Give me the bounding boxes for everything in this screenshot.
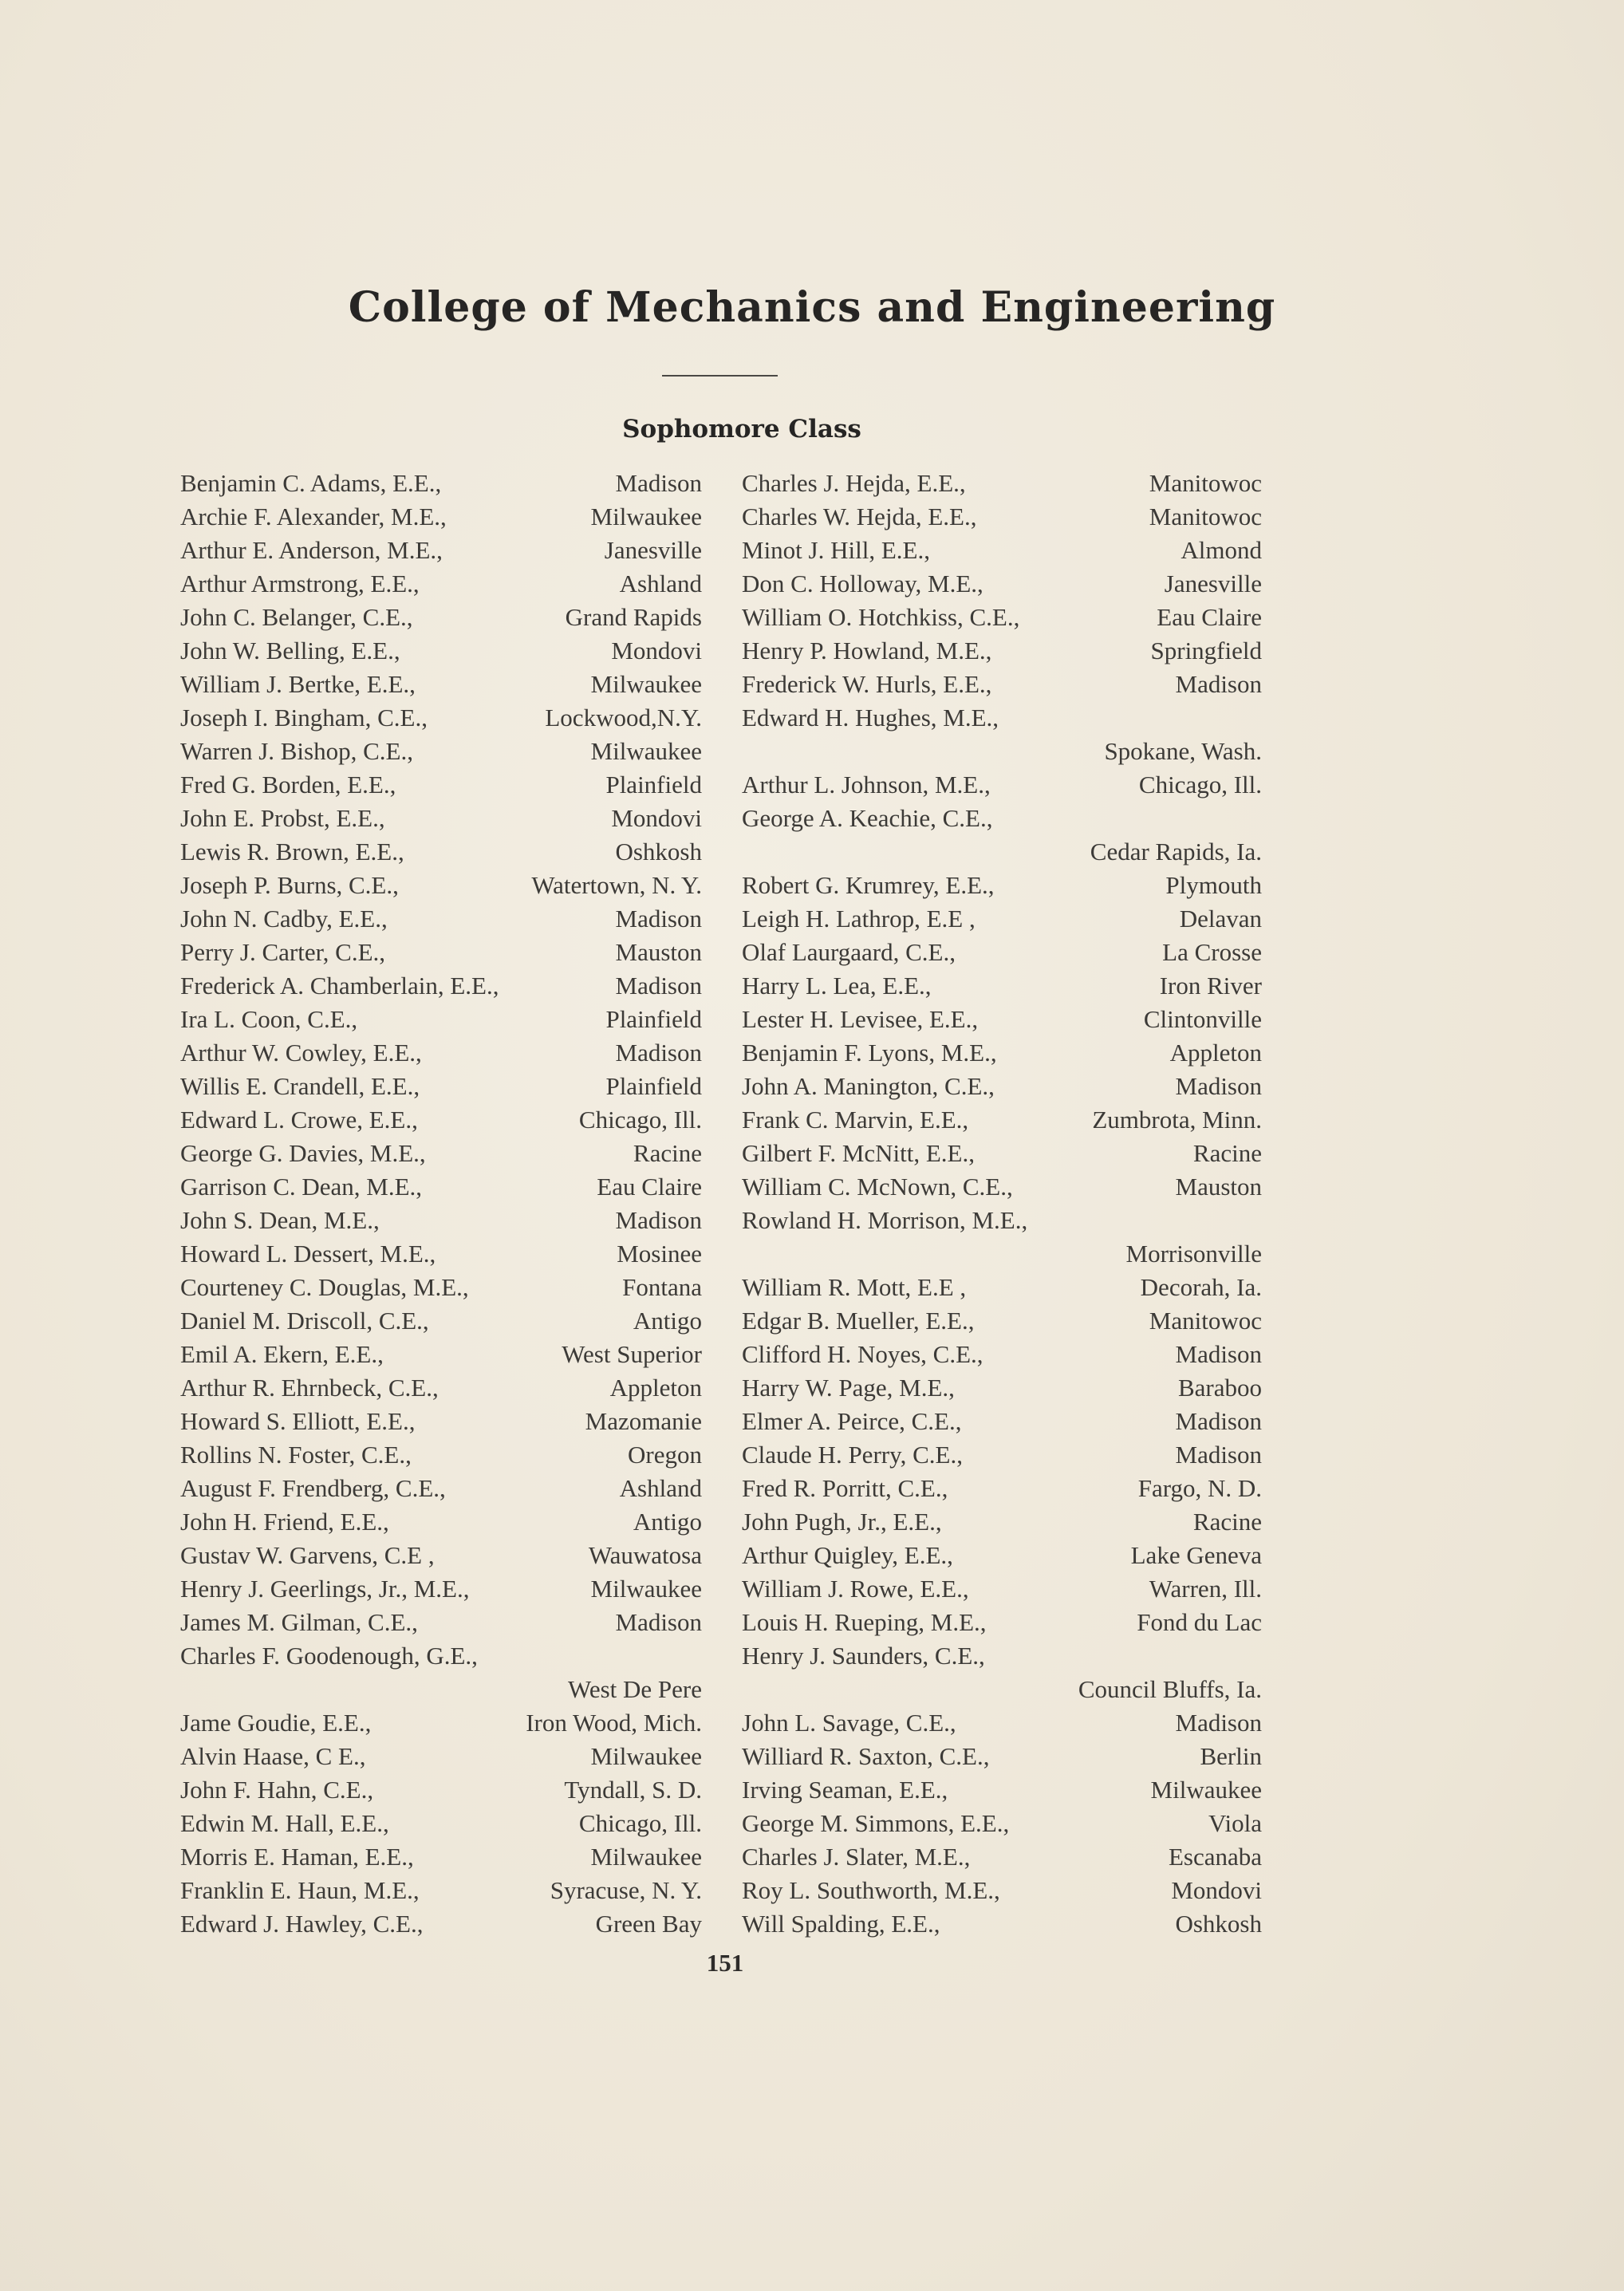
hometown: Council Bluffs, Ia. xyxy=(1078,1675,1262,1703)
list-item xyxy=(180,1103,702,1137)
hometown: Almond xyxy=(1181,536,1262,564)
hometown: Mauston xyxy=(1175,1173,1262,1201)
student-name: Edward J. Hawley, C.E., xyxy=(180,1910,424,1938)
list-item xyxy=(180,701,702,735)
student-name: Williard R. Saxton, C.E., xyxy=(742,1742,990,1770)
hometown: Delavan xyxy=(1179,905,1262,933)
hometown: Milwaukee xyxy=(590,1843,702,1871)
hometown: Wauwatosa xyxy=(588,1541,702,1569)
student-name: John A. Manington, C.E., xyxy=(742,1072,995,1100)
hometown: West De Pere xyxy=(568,1675,702,1703)
list-item xyxy=(180,802,702,835)
list-item xyxy=(180,1137,702,1170)
list-item xyxy=(180,1304,702,1338)
list-item xyxy=(742,1572,1262,1606)
list-item xyxy=(180,1740,702,1773)
hometown: Eau Claire xyxy=(597,1173,702,1201)
student-name: Perry J. Carter, C.E., xyxy=(180,938,386,966)
student-name: Arthur W. Cowley, E.E., xyxy=(180,1039,422,1067)
hometown: West Superior xyxy=(562,1340,702,1368)
list-item xyxy=(742,1639,1262,1673)
student-name: Will Spalding, E.E., xyxy=(742,1910,940,1938)
hometown: Viola xyxy=(1208,1809,1262,1837)
hometown: Racine xyxy=(1192,1139,1262,1167)
hometown: Ashland xyxy=(619,570,702,597)
list-item xyxy=(180,567,702,601)
student-name: Henry J. Saunders, C.E., xyxy=(742,1642,985,1670)
list-item xyxy=(742,1907,1262,1941)
student-name: George M. Simmons, E.E., xyxy=(742,1809,1010,1837)
list-item xyxy=(180,1907,702,1941)
list-item xyxy=(742,1874,1262,1907)
student-name: Benjamin F. Lyons, M.E., xyxy=(742,1039,997,1067)
hometown: Ashland xyxy=(619,1474,702,1502)
hometown: Berlin xyxy=(1200,1742,1262,1770)
hometown: Madison xyxy=(1175,1340,1262,1368)
student-name: Arthur Armstrong, E.E., xyxy=(180,570,420,597)
student-name: James M. Gilman, C.E., xyxy=(180,1608,418,1636)
hometown: Appleton xyxy=(609,1374,702,1402)
hometown: Manitowoc xyxy=(1149,1307,1262,1335)
student-name: Roy L. Southworth, M.E., xyxy=(742,1876,1000,1904)
hometown: Lake Geneva xyxy=(1130,1541,1262,1569)
list-item xyxy=(180,1706,702,1740)
student-name: William O. Hotchkiss, C.E., xyxy=(742,603,1020,631)
student-name: Rollins N. Foster, C.E., xyxy=(180,1441,412,1469)
student-name: Gustav W. Garvens, C.E , xyxy=(180,1541,435,1569)
hometown: Madison xyxy=(615,1608,702,1636)
student-name: Fred R. Porritt, C.E., xyxy=(742,1474,948,1502)
student-name: John F. Hahn, C.E., xyxy=(180,1776,374,1804)
list-item xyxy=(180,1237,702,1271)
hometown: Chicago, Ill. xyxy=(578,1106,702,1134)
hometown: Plainfield xyxy=(605,771,702,798)
list-item xyxy=(180,835,702,869)
hometown: Milwaukee xyxy=(590,1742,702,1770)
student-name: Courteney C. Douglas, M.E., xyxy=(180,1273,469,1301)
student-name: John Pugh, Jr., E.E., xyxy=(742,1508,942,1536)
left-column-list xyxy=(180,467,702,1941)
hometown: Milwaukee xyxy=(1150,1776,1262,1804)
student-name: Edgar B. Mueller, E.E., xyxy=(742,1307,975,1335)
student-name: John W. Belling, E.E., xyxy=(180,637,400,664)
student-name: George G. Davies, M.E., xyxy=(180,1139,426,1167)
list-item xyxy=(180,668,702,701)
student-name: John N. Cadby, E.E., xyxy=(180,905,388,933)
student-name: Benjamin C. Adams, E.E., xyxy=(180,469,442,497)
hometown: Fond du Lac xyxy=(1137,1608,1262,1636)
list-item xyxy=(180,601,702,634)
student-name: Edward L. Crowe, E.E., xyxy=(180,1106,418,1134)
student-name: Arthur Quigley, E.E., xyxy=(742,1541,953,1569)
list-item xyxy=(742,1338,1262,1371)
hometown: Baraboo xyxy=(1177,1374,1262,1402)
student-name: Leigh H. Lathrop, E.E , xyxy=(742,905,976,933)
student-name: Joseph P. Burns, C.E., xyxy=(180,871,399,899)
student-name: Olaf Laurgaard, C.E., xyxy=(742,938,956,966)
hometown: Spokane, Wash. xyxy=(1104,737,1262,765)
hometown: Madison xyxy=(615,1039,702,1067)
list-item xyxy=(180,1204,702,1237)
list-item xyxy=(742,1170,1262,1204)
title-divider xyxy=(662,375,778,377)
student-name: Morris E. Haman, E.E., xyxy=(180,1843,414,1871)
hometown: Madison xyxy=(1175,1072,1262,1100)
list-item xyxy=(742,1740,1262,1773)
list-item xyxy=(180,1070,702,1103)
student-name: William J. Bertke, E.E., xyxy=(180,670,416,698)
student-name: Howard L. Dessert, M.E., xyxy=(180,1240,436,1268)
hometown: Springfield xyxy=(1150,637,1262,664)
hometown: Oshkosh xyxy=(615,838,702,866)
list-item xyxy=(742,500,1262,534)
hometown: Morrisonville xyxy=(1125,1240,1262,1268)
student-name: George A. Keachie, C.E., xyxy=(742,804,993,832)
student-name: August F. Frendberg, C.E., xyxy=(180,1474,446,1502)
hometown: Green Bay xyxy=(595,1910,702,1938)
student-name: Frederick W. Hurls, E.E., xyxy=(742,670,992,698)
student-name: Gilbert F. McNitt, E.E., xyxy=(742,1139,975,1167)
hometown: Milwaukee xyxy=(590,737,702,765)
list-item xyxy=(180,1773,702,1807)
list-item xyxy=(742,1840,1262,1874)
hometown: Racine xyxy=(1192,1508,1262,1536)
list-item xyxy=(742,1706,1262,1740)
list-item xyxy=(742,701,1262,735)
student-name: Alvin Haase, C E., xyxy=(180,1742,366,1770)
list-item xyxy=(742,567,1262,601)
list-item xyxy=(180,1338,702,1371)
student-name: Charles J. Slater, M.E., xyxy=(742,1843,971,1871)
student-name: Harry W. Page, M.E., xyxy=(742,1374,955,1402)
list-item xyxy=(742,1807,1262,1840)
list-item xyxy=(742,1505,1262,1539)
list-item xyxy=(180,1405,702,1438)
list-item xyxy=(742,1606,1262,1639)
list-item xyxy=(180,1673,702,1706)
list-item xyxy=(180,1170,702,1204)
student-name: Howard S. Elliott, E.E., xyxy=(180,1407,416,1435)
student-name: Archie F. Alexander, M.E., xyxy=(180,503,447,530)
list-item xyxy=(742,1773,1262,1807)
hometown: Lockwood,N.Y. xyxy=(545,704,702,731)
list-item xyxy=(180,1371,702,1405)
list-item xyxy=(180,1271,702,1304)
student-name: Arthur R. Ehrnbeck, C.E., xyxy=(180,1374,439,1402)
hometown: Warren, Ill. xyxy=(1149,1575,1262,1603)
list-item xyxy=(180,500,702,534)
list-item xyxy=(180,1539,702,1572)
student-name: Warren J. Bishop, C.E., xyxy=(180,737,413,765)
student-name: Daniel M. Driscoll, C.E., xyxy=(180,1307,429,1335)
hometown: Mondovi xyxy=(611,637,702,664)
list-item xyxy=(742,936,1262,969)
hometown: Antigo xyxy=(633,1508,702,1536)
hometown: Milwaukee xyxy=(590,503,702,530)
list-item xyxy=(742,1271,1262,1304)
hometown: Mosinee xyxy=(617,1240,702,1268)
student-name: Henry P. Howland, M.E., xyxy=(742,637,992,664)
hometown: Plymouth xyxy=(1165,871,1262,899)
student-name: Charles W. Hejda, E.E., xyxy=(742,503,977,530)
list-item xyxy=(742,768,1262,802)
list-item xyxy=(180,1438,702,1472)
list-item xyxy=(180,1639,702,1673)
hometown: Milwaukee xyxy=(590,670,702,698)
list-item xyxy=(180,634,702,668)
student-name: Frank C. Marvin, E.E., xyxy=(742,1106,969,1134)
hometown: La Crosse xyxy=(1162,938,1262,966)
list-item xyxy=(742,902,1262,936)
hometown: Oregon xyxy=(628,1441,702,1469)
student-name: John H. Friend, E.E., xyxy=(180,1508,389,1536)
hometown: Mondovi xyxy=(1171,1876,1262,1904)
student-name: Don C. Holloway, M.E., xyxy=(742,570,983,597)
list-item xyxy=(742,1237,1262,1271)
list-item xyxy=(180,1003,702,1036)
hometown: Madison xyxy=(615,469,702,497)
student-name: Charles J. Hejda, E.E., xyxy=(742,469,966,497)
hometown: Fontana xyxy=(622,1273,702,1301)
hometown: Mazomanie xyxy=(585,1407,702,1435)
hometown: Clintonville xyxy=(1143,1005,1262,1033)
hometown: Cedar Rapids, Ia. xyxy=(1090,838,1262,866)
student-name: Lewis R. Brown, E.E., xyxy=(180,838,404,866)
hometown: Madison xyxy=(1175,1407,1262,1435)
hometown: Chicago, Ill. xyxy=(1138,771,1262,798)
student-name: Arthur E. Anderson, M.E., xyxy=(180,536,443,564)
student-name: John L. Savage, C.E., xyxy=(742,1709,956,1737)
student-name: Minot J. Hill, E.E., xyxy=(742,536,930,564)
list-item xyxy=(742,802,1262,835)
list-item xyxy=(180,1874,702,1907)
list-item xyxy=(742,1036,1262,1070)
hometown: Iron Wood, Mich. xyxy=(526,1709,702,1737)
student-name: Arthur L. Johnson, M.E., xyxy=(742,771,991,798)
hometown: Mondovi xyxy=(611,804,702,832)
list-item xyxy=(742,1103,1262,1137)
hometown: Plainfield xyxy=(605,1072,702,1100)
hometown: Iron River xyxy=(1159,972,1262,1000)
list-item xyxy=(742,534,1262,567)
hometown: Oshkosh xyxy=(1175,1910,1262,1938)
hometown: Madison xyxy=(615,972,702,1000)
list-item xyxy=(742,1304,1262,1338)
list-item xyxy=(742,835,1262,869)
list-item xyxy=(180,869,702,902)
student-name: Lester H. Levisee, E.E., xyxy=(742,1005,979,1033)
hometown: Zumbrota, Minn. xyxy=(1092,1106,1262,1134)
list-item xyxy=(742,668,1262,701)
student-name: William R. Mott, E.E , xyxy=(742,1273,967,1301)
list-item xyxy=(742,467,1262,500)
hometown: Manitowoc xyxy=(1149,503,1262,530)
hometown: Antigo xyxy=(633,1307,702,1335)
student-name: Rowland H. Morrison, M.E., xyxy=(742,1206,1028,1234)
student-name: Louis H. Rueping, M.E., xyxy=(742,1608,987,1636)
list-item xyxy=(742,1204,1262,1237)
hometown: Appleton xyxy=(1169,1039,1262,1067)
list-item xyxy=(742,1070,1262,1103)
hometown: Syracuse, N. Y. xyxy=(550,1876,702,1904)
list-item xyxy=(742,1003,1262,1036)
student-name: Robert G. Krumrey, E.E., xyxy=(742,871,995,899)
hometown: Eau Claire xyxy=(1157,603,1262,631)
student-name: Jame Goudie, E.E., xyxy=(180,1709,372,1737)
student-name: Charles F. Goodenough, G.E., xyxy=(180,1642,478,1670)
list-item xyxy=(180,902,702,936)
list-item xyxy=(180,936,702,969)
student-name: Clifford H. Noyes, C.E., xyxy=(742,1340,983,1368)
student-name: John S. Dean, M.E., xyxy=(180,1206,380,1234)
list-item xyxy=(742,1438,1262,1472)
list-item xyxy=(180,1505,702,1539)
list-item xyxy=(180,969,702,1003)
hometown: Watertown, N. Y. xyxy=(531,871,702,899)
student-name: Elmer A. Peirce, C.E., xyxy=(742,1407,962,1435)
student-name: Harry L. Lea, E.E., xyxy=(742,972,932,1000)
list-item xyxy=(742,869,1262,902)
list-item xyxy=(742,1673,1262,1706)
list-item xyxy=(742,601,1262,634)
hometown: Janesville xyxy=(604,536,702,564)
list-item xyxy=(180,735,702,768)
hometown: Madison xyxy=(1175,1441,1262,1469)
list-item xyxy=(180,467,702,500)
section-subtitle: Sophomore Class xyxy=(622,415,861,444)
list-item xyxy=(180,768,702,802)
list-item xyxy=(180,1807,702,1840)
list-item xyxy=(180,1036,702,1070)
hometown: Milwaukee xyxy=(590,1575,702,1603)
student-name: Edwin M. Hall, E.E., xyxy=(180,1809,389,1837)
student-name: Joseph I. Bingham, C.E., xyxy=(180,704,428,731)
hometown: Janesville xyxy=(1164,570,1262,597)
hometown: Chicago, Ill. xyxy=(578,1809,702,1837)
student-name: Henry J. Geerlings, Jr., M.E., xyxy=(180,1575,470,1603)
student-name: William J. Rowe, E.E., xyxy=(742,1575,969,1603)
page-title: College of Mechanics and Engineering xyxy=(348,283,1276,332)
student-name: William C. McNown, C.E., xyxy=(742,1173,1013,1201)
list-item xyxy=(180,1572,702,1606)
hometown: Manitowoc xyxy=(1149,469,1262,497)
list-item xyxy=(742,735,1262,768)
right-column-list xyxy=(742,467,1262,1941)
hometown: Decorah, Ia. xyxy=(1140,1273,1262,1301)
student-name: Edward H. Hughes, M.E., xyxy=(742,704,999,731)
list-item xyxy=(742,1137,1262,1170)
hometown: Tyndall, S. D. xyxy=(564,1776,702,1804)
list-item xyxy=(742,1371,1262,1405)
hometown: Madison xyxy=(615,1206,702,1234)
hometown: Madison xyxy=(1175,1709,1262,1737)
hometown: Escanaba xyxy=(1168,1843,1262,1871)
student-name: Irving Seaman, E.E., xyxy=(742,1776,948,1804)
student-name: John C. Belanger, C.E., xyxy=(180,603,413,631)
student-name: Franklin E. Haun, M.E., xyxy=(180,1876,420,1904)
list-item xyxy=(742,1539,1262,1572)
list-item xyxy=(742,969,1262,1003)
hometown: Madison xyxy=(615,905,702,933)
list-item xyxy=(742,1405,1262,1438)
hometown: Plainfield xyxy=(605,1005,702,1033)
student-name: Frederick A. Chamberlain, E.E., xyxy=(180,972,499,1000)
hometown: Fargo, N. D. xyxy=(1137,1474,1262,1502)
hometown: Grand Rapids xyxy=(565,603,702,631)
list-item xyxy=(180,1840,702,1874)
list-item xyxy=(742,634,1262,668)
student-name: Emil A. Ekern, E.E., xyxy=(180,1340,384,1368)
student-name: Ira L. Coon, C.E., xyxy=(180,1005,358,1033)
student-name: Garrison C. Dean, M.E., xyxy=(180,1173,423,1201)
hometown: Racine xyxy=(633,1139,702,1167)
hometown: Madison xyxy=(1175,670,1262,698)
student-name: Willis E. Crandell, E.E., xyxy=(180,1072,420,1100)
page-number: 151 xyxy=(706,1949,744,1977)
list-item xyxy=(180,534,702,567)
list-item xyxy=(180,1606,702,1639)
list-item xyxy=(180,1472,702,1505)
list-item xyxy=(742,1472,1262,1505)
student-name: Fred G. Borden, E.E., xyxy=(180,771,396,798)
hometown: Mauston xyxy=(615,938,702,966)
student-name: John E. Probst, E.E., xyxy=(180,804,385,832)
student-name: Claude H. Perry, C.E., xyxy=(742,1441,963,1469)
